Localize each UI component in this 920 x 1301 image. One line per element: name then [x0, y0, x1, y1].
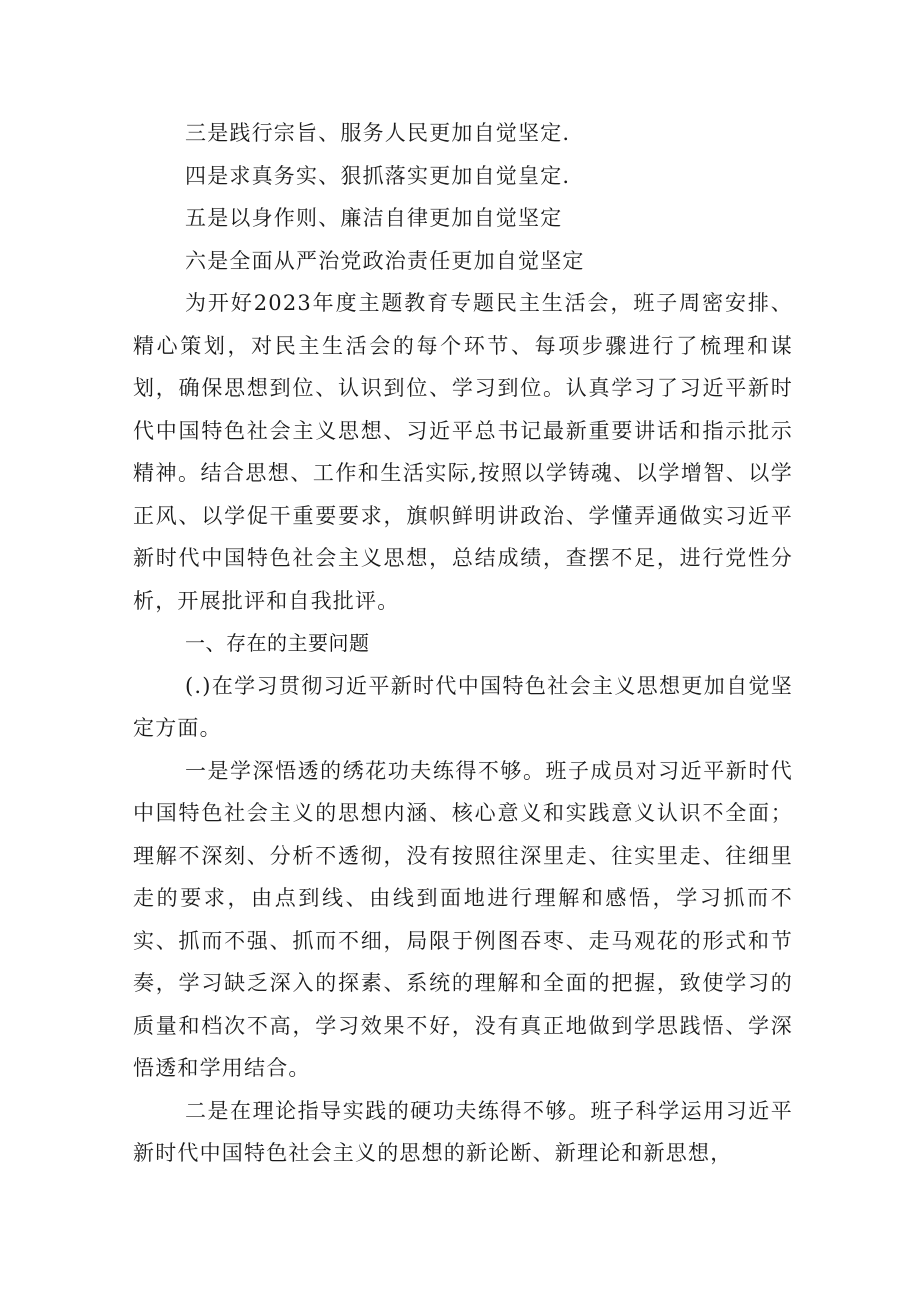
point-two-paragraph: 二是在理论指导实践的硬功夫练得不够。班子科学运用习近平新时代中国特色社会主义的思想的新论断、新理论和新思想， — [133, 1098, 793, 1165]
subsection-paragraph: (.)在学习贯彻习近平新时代中国特色社会主义思想更加自觉坚定方面。 — [133, 673, 793, 740]
intro-paragraph: 为开好2023年度主题教育专题民主生活会，班子周密安排、精心策划，对民主生活会的每个环节、每项步骤进行了梳理和谋划，确保思想到位、认识到位、学习到位。认真学习了习近平新时代中国特色社会主义思想、习近平总书记最新重要讲话和指示批示精神。结合思想、工作和生活实际,按照以学铸魂、以学增智、以学正风、以学促干重要要求，旗帜鲜明讲政治、学懂弄通做实习近平新时代中国特色社会主义思想，总结成绩，查摆不足，进行党性分析，开展批评和自我批评。 — [133, 291, 793, 613]
point-one-paragraph: 一是学深悟透的绣花功夫练得不够。班子成员对习近平新时代中国特色社会主义的思想内涵、核心意义和实践意义认识不全面；理解不深刻、分析不透彻，没有按照往深里走、往实里走、往细里走的要求，由点到线、由线到面地进行理解和感悟，学习抓而不实、抓而不强、抓而不细，局限于例图吞枣、走马观花的形式和节奏，学习缺乏深入的探素、系统的理解和全面的把握，致使学习的质量和档次不高，学习效果不好，没有真正地做到学思践悟、学深悟透和学用结合。 — [133, 758, 793, 1080]
list-item-5: 五是以身作则、廉洁自律更加自觉坚定 — [185, 206, 563, 230]
section-heading: 一、存在的主要问题 — [185, 631, 370, 655]
list-item-4: 四是求真务实、狠抓落实更加自觉皇定. — [185, 163, 571, 188]
list-item-3: 三是践行宗旨、服务人民更加自觉坚定. — [185, 121, 571, 145]
document-body — [133, 112, 793, 1175]
list-item-6: 六是全面从严治党政治责任更加自觉坚定 — [185, 248, 585, 273]
